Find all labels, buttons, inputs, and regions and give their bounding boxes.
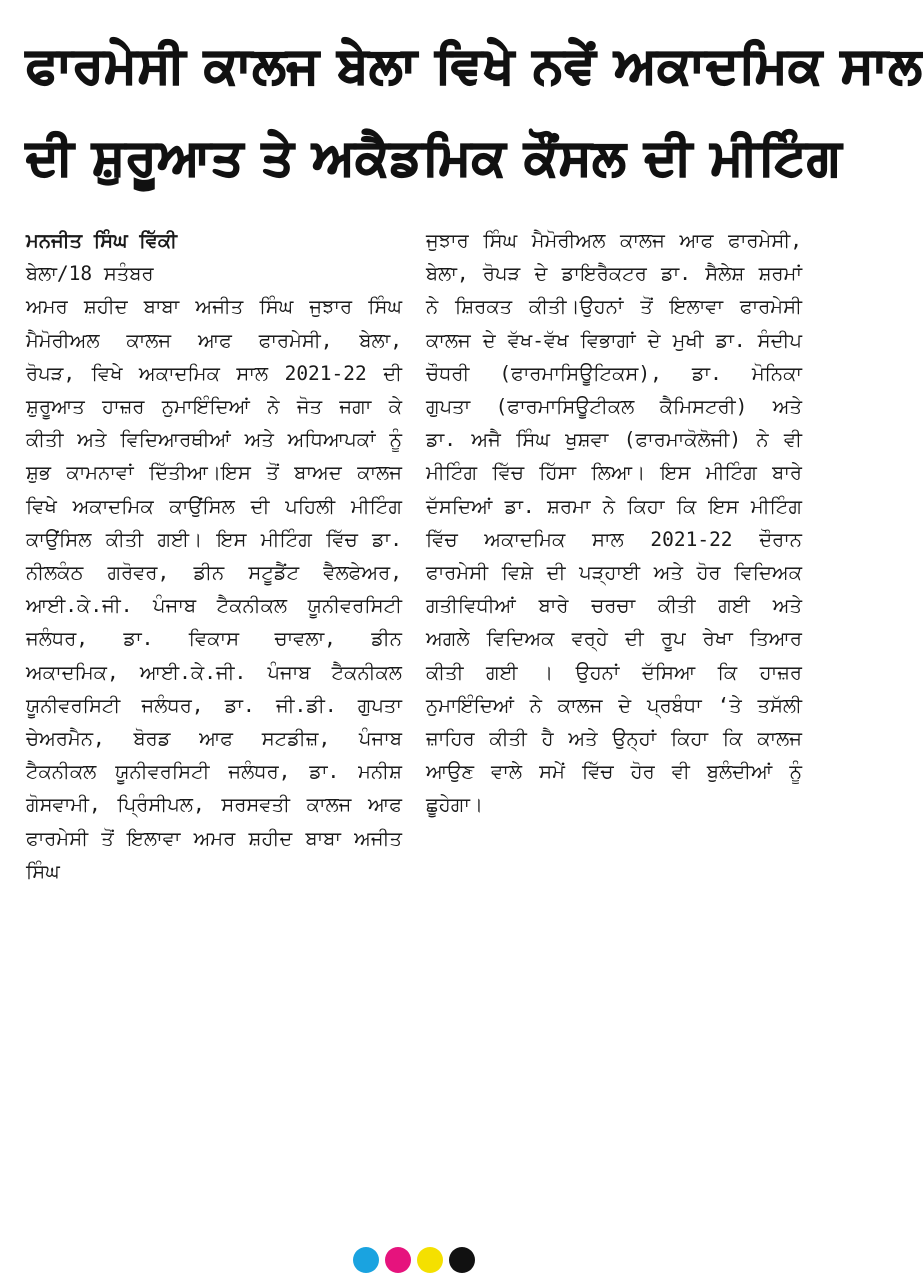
headline bbox=[26, 20, 923, 204]
registration-dot-yellow bbox=[417, 1247, 443, 1273]
headline-line-1: ਫਾਰਮੇਸੀ ਕਾਲਜ ਬੇਲਾ ਵਿਖੇ ਨਵੇਂ ਅਕਾਦਮਿਕ ਸਾਲ bbox=[26, 37, 923, 94]
column-left-text: ਅਮਰ ਸ਼ਹੀਦ ਬਾਬਾ ਅਜੀਤ ਸਿੰਘ ਜੁਝਾਰ ਸਿੰਘ ਮੈਮੋਰੀਅਲ ਕਾਲਜ ਆਫ ਫਾਰਮੇਸੀ, ਬੇਲਾ, ਰੋਪੜ, ਵਿਖੇ ਅਕਾਦਮਿਕ ਸਾਲ 2021-22 ਦੀ ਸ਼ੁਰੂਆਤ ਹਾਜ਼ਰ ਨੁਮਾਇੰਦਿਆਂ ਨੇ ਜੋਤ ਜਗਾ ਕੇ ਕੀਤੀ ਅਤੇ ਵਿਦਿਆਰਥੀਆਂ ਅਤੇ ਅਧਿਆਪਕਾਂ ਨੂੰ ਸ਼ੁਭ ਕਾਮਨਾਵਾਂ ਦਿੱਤੀਆ।ਇਸ ਤੋਂ ਬਾਅਦ ਕਾਲਜ ਵਿਖੇ ਅਕਾਦਮਿਕ ਕਾਉਂਸਿਲ ਦੀ ਪਹਿਲੀ ਮੀਟਿੰਗ ਕਾਉਂਸਿਲ ਕੀਤੀ ਗਈ। ਇਸ ਮੀਟਿੰਗ ਵਿੱਚ ਡਾ. ਨੀਲਕੰਠ ਗਰੋਵਰ, ਡੀਨ ਸਟੂਡੈਂਟ ਵੈਲਫੇਅਰ, ਆਈ.ਕੇ.ਜੀ. ਪੰਜਾਬ ਟੈਕਨੀਕਲ ਯੂਨੀਵਰਸਿਟੀ ਜਲੰਧਰ, ਡਾ. ਵਿਕਾਸ ਚਾਵਲਾ, ਡੀਨ ਅਕਾਦਮਿਕ, ਆਈ.ਕੇ.ਜੀ. ਪੰਜਾਬ ਟੈਕਨੀਕਲ ਯੂਨੀਵਰਸਿਟੀ ਜਲੰਧਰ, ਡਾ. ਜੀ.ਡੀ. ਗੁਪਤਾ ਚੇਅਰਮੈਨ, ਬੋਰਡ ਆਫ ਸਟਡੀਜ਼, ਪੰਜਾਬ ਟੈਕਨੀਕਲ ਯੂਨੀਵਰਸਿਟੀ ਜਲੰਧਰ, ਡਾ. ਮਨੀਸ਼ ਗੋਸਵਾਮੀ, ਪ੍ਰਿੰਸੀਪਲ, ਸਰਸਵਤੀ ਕਾਲਜ ਆਫ ਫਾਰਮੇਸੀ ਤੋਂ ਇਲਾਵਾ ਅਮਰ ਸ਼ਹੀਦ ਬਾਬਾ ਅਜੀਤ ਸਿੰਘ bbox=[26, 295, 402, 883]
dateline: ਬੇਲਾ/18 ਸਤੰਬਰ bbox=[26, 262, 154, 286]
registration-marks bbox=[0, 1247, 828, 1273]
column-right bbox=[426, 224, 802, 888]
registration-dot-cyan bbox=[353, 1247, 379, 1273]
column-right-text: ਜੁਝਾਰ ਸਿੰਘ ਮੈਮੋਰੀਅਲ ਕਾਲਜ ਆਫ ਫਾਰਮੇਸੀ, ਬੇਲਾ, ਰੋਪੜ ਦੇ ਡਾਇਰੈਕਟਰ ਡਾ. ਸੈਲੇਸ਼ ਸ਼ਰਮਾਂ ਨੇ ਸ਼ਿਰਕਤ ਕੀਤੀ।ਉਹਨਾਂ ਤੋਂ ਇਲਾਵਾ ਫਾਰਮੇਸੀ ਕਾਲਜ ਦੇ ਵੱਖ-ਵੱਖ ਵਿਭਾਗਾਂ ਦੇ ਮੁਖੀ ਡਾ. ਸੰਦੀਪ ਚੌਧਰੀ (ਫਾਰਮਾਸਿਊਟਿਕਸ), ਡਾ. ਮੋਨਿਕਾ ਗੁਪਤਾ (ਫਾਰਮਾਸਿਊਟੀਕਲ ਕੈਮਿਸਟਰੀ) ਅਤੇ ਡਾ. ਅਜੈ ਸਿੰਘ ਖੁਸ਼ਵਾ (ਫਾਰਮਾਕੋਲੋਜੀ) ਨੇ ਵੀ ਮੀਟਿੰਗ ਵਿੱਚ ਹਿੱਸਾ ਲਿਆ। ਇਸ ਮੀਟਿੰਗ ਬਾਰੇ ਦੱਸਦਿਆਂ ਡਾ. ਸ਼ਰਮਾ ਨੇ ਕਿਹਾ ਕਿ ਇਸ ਮੀਟਿੰਗ ਵਿੱਚ ਅਕਾਦਮਿਕ ਸਾਲ 2021-22 ਦੌਰਾਨ ਫਾਰਮੇਸੀ ਵਿਸ਼ੇ ਦੀ ਪੜ੍ਹਾਈ ਅਤੇ ਹੋਰ ਵਿਦਿਅਕ ਗਤੀਵਿਧੀਆਂ ਬਾਰੇ ਚਰਚਾ ਕੀਤੀ ਗਈ ਅਤੇ ਅਗਲੇ ਵਿਦਿਅਕ ਵਰ੍ਹੇ ਦੀ ਰੂਪ ਰੇਖਾ ਤਿਆਰ ਕੀਤੀ ਗਈ । ਉਹਨਾਂ ਦੱਸਿਆ ਕਿ ਹਾਜ਼ਰ ਨੁਮਾਇੰਦਿਆਂ ਨੇ ਕਾਲਜ ਦੇ ਪ੍ਰਬੰਧਾ ‘ਤੇ ਤਸੱਲੀ ਜ਼ਾਹਿਰ ਕੀਤੀ ਹੈ ਅਤੇ ਉਨ੍ਹਾਂ ਕਿਹਾ ਕਿ ਕਾਲਜ ਆਉਣ ਵਾਲੇ ਸਮੇਂ ਵਿੱਚ ਹੋਰ ਵੀ ਬੁਲੰਦੀਆਂ ਨੂੰ ਛੂਹੇਗਾ। bbox=[426, 229, 802, 817]
registration-dot-black bbox=[449, 1247, 475, 1273]
headline-line-2: ਦੀ ਸ਼ੁਰੂਆਤ ਤੇ ਅਕੈਡਮਿਕ ਕੌਂਸਲ ਦੀ ਮੀਟਿੰਗ bbox=[26, 129, 843, 186]
registration-dot-magenta bbox=[385, 1247, 411, 1273]
article-body bbox=[26, 224, 802, 888]
byline: ਮਨਜੀਤ ਸਿੰਘ ਵਿੱਕੀ bbox=[26, 229, 178, 252]
column-left bbox=[26, 224, 402, 888]
